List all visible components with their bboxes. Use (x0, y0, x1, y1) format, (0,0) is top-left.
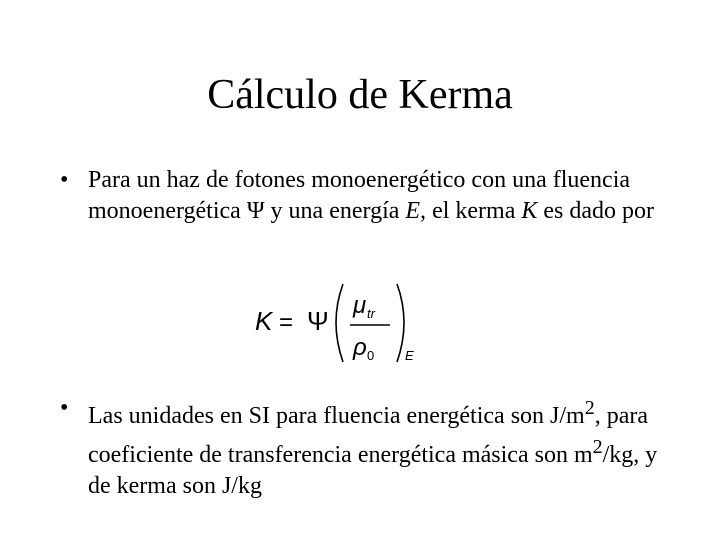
bullet-marker: • (60, 395, 69, 421)
left-paren (336, 284, 343, 362)
bullet-text-segment: Para un haz de fotones monoenergético con una fluencia monoenergética (88, 167, 631, 224)
bullet-item-2 (60, 393, 670, 502)
formula-equals: = (279, 309, 294, 336)
formula-numerator-sub: tr (367, 306, 375, 321)
formula-numerator: μ (353, 292, 367, 319)
bullet-text-1 (88, 165, 670, 227)
formula-outer-sub: E (405, 348, 414, 363)
superscript: 2 (592, 436, 603, 458)
bullet-text-segment: , para coeficiente de transferencia energética másica son m (88, 403, 649, 468)
bullet-text-2 (88, 393, 670, 502)
superscript: 2 (584, 397, 595, 419)
bullet-text-segment: Las unidades en SI para fluencia energética son J/m (88, 403, 585, 429)
bullet-marker: • (60, 167, 69, 193)
formula-denominator: ρ (353, 334, 367, 361)
bullet-text-segment: y una energía (264, 198, 406, 224)
formula-lhs: K (255, 306, 273, 336)
bullet-item-1 (60, 165, 670, 227)
kerma-formula (255, 280, 425, 370)
formula-denominator-sub: 0 (367, 348, 375, 363)
formula-psi: Ψ (307, 306, 329, 336)
bullet-text-segment: es dado por (537, 198, 655, 224)
slide-title: Cálculo de Kerma (207, 72, 513, 118)
energy-variable: E, (405, 198, 427, 224)
psi-symbol: Ψ (246, 198, 265, 224)
right-paren (397, 284, 404, 362)
bullet-text-segment: /kg, y de kerma son J/kg (88, 442, 658, 499)
kerma-variable: K (521, 198, 538, 224)
kerma-formula-graphic (255, 280, 425, 370)
bullet-text-segment: el kerma (426, 198, 522, 224)
